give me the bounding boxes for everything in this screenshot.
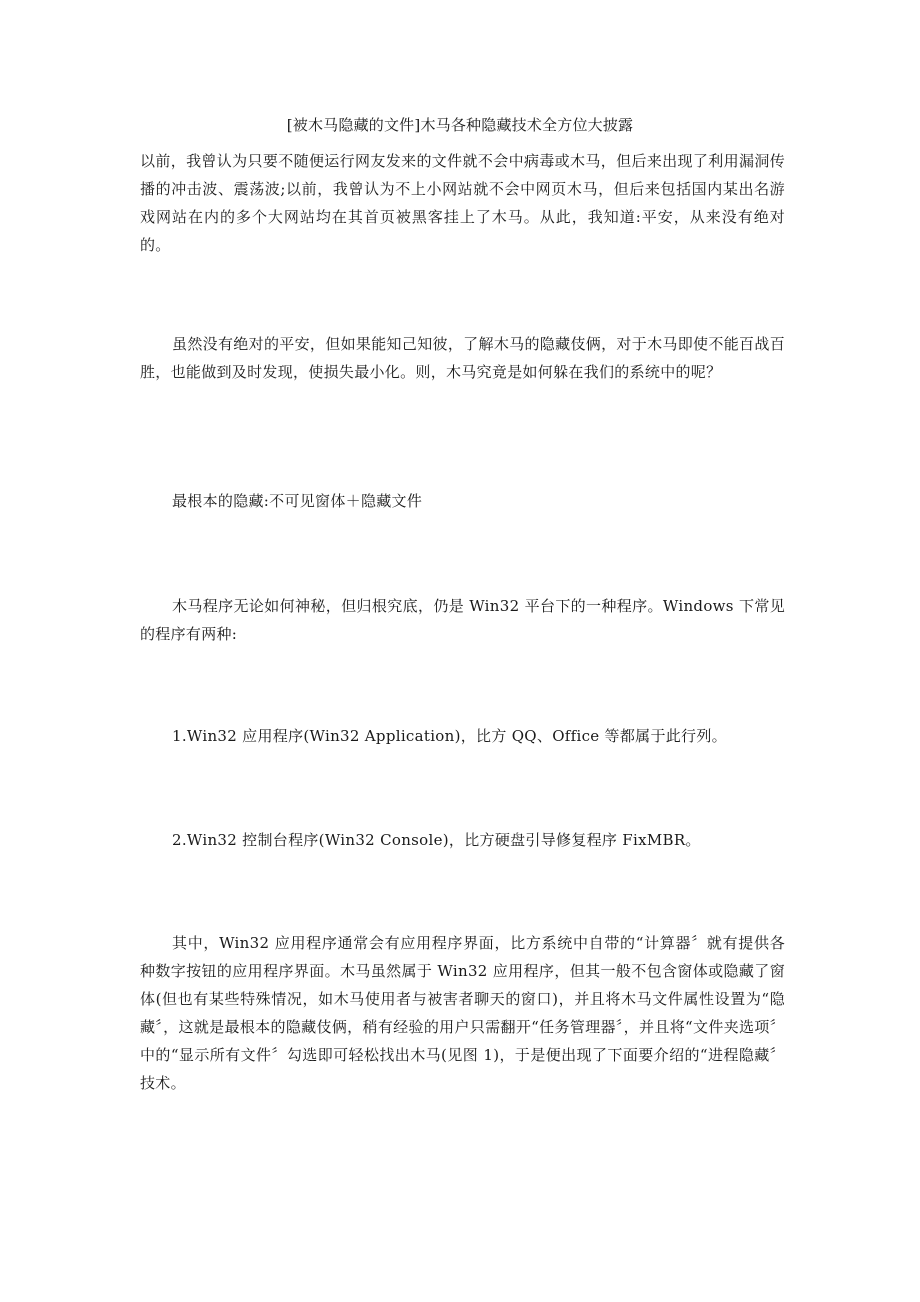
paragraph-win32-programs: 木马程序无论如何神秘，但归根究底，仍是 Win32 平台下的一种程序。Windows 下常见的程序有两种: [140,597,785,643]
paragraph-intro: 以前，我曾认为只要不随便运行网友发来的文件就不会中病毒或木马，但后来出现了利用漏洞传播的冲击波、震荡波;以前，我曾认为不上小网站就不会中网页木马，但后来包括国内某出名游戏网站在内的多个大网站均在其首页被黑客挂上了木马。从此，我知道:平安，从来没有绝对的。 [140,152,785,254]
list-item-win32-console: 2.Win32 控制台程序(Win32 Console)，比方硬盘引导修复程序 FixMBR。 [172,831,701,849]
list-item-win32-application: 1.Win32 应用程序(Win32 Application)，比方 QQ、Office 等都属于此行列。 [172,727,727,745]
section-heading-basic-hiding: 最根本的隐藏:不可见窗体＋隐藏文件 [172,492,423,510]
paragraph-hidden-window: 其中，Win32 应用程序通常会有应用程序界面，比方系统中自带的“计算器〞就有提供各种数字按钮的应用程序界面。木马虽然属于 Win32 应用程序，但其一般不包含窗体或隐藏了窗体(但也有某些特殊情况，如木马使用者与被害者聊天的窗口)，并且将木马文件属性设置为“隐藏〞，这就是最根本的隐藏伎俩，稍有经验的用户只需翻开“任务管理器〞，并且将“文件夹选项〞中的“显示所有文件〞勾选即可轻松找出木马(见图 1)，于是便出现了下面要介绍的“进程隐藏〞技术。 [140,934,785,1092]
paragraph-know-yourself: 虽然没有绝对的平安，但如果能知己知彼，了解木马的隐藏伎俩，对于木马即使不能百战百胜，也能做到及时发现，使损失最小化。则，木马究竟是如何躲在我们的系统中的呢？ [140,335,785,381]
document-title: [被木马隐藏的文件]木马各种隐藏技术全方位大披露 [286,116,634,134]
